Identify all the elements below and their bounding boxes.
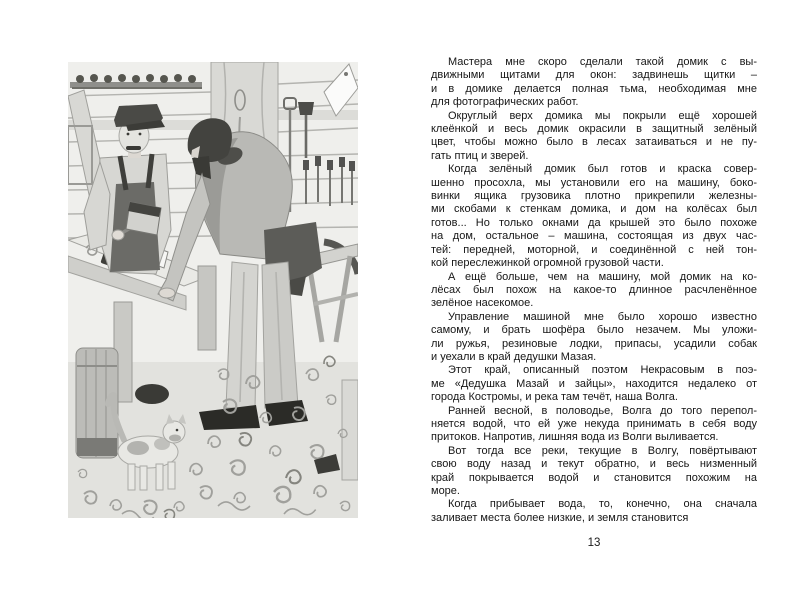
text-line: Вот тогда все реки, текущие в Волгу, повёртывают xyxy=(448,444,757,457)
text-line: няется водой, что ей уже некуда принимать в себя воду xyxy=(431,417,757,430)
text-line: цвет, чтобы можно было в лесах затаиваться и не пу- xyxy=(431,136,757,149)
text-line: заливает места более низкие, и земля становится xyxy=(431,511,689,524)
text-line: гать птиц и зверей. xyxy=(431,149,529,162)
text-line: на дом, остальное – машина, состоящая из двух час- xyxy=(431,230,757,243)
text-line: ми скобами к стенкам домика, и дом на колёсах был xyxy=(431,203,757,216)
text-line: море. xyxy=(431,485,460,497)
paragraph xyxy=(431,163,757,270)
workshop-scene-drawing xyxy=(68,62,358,518)
paragraph xyxy=(431,364,757,404)
mustache xyxy=(126,146,141,150)
text-line: Когда прибывает вода, то, конечно, она сначала xyxy=(448,498,757,511)
paragraph xyxy=(431,445,757,499)
text-line: готов... Но только окнами да крышей это было похоже xyxy=(431,216,757,229)
text-line: для фотографических работ. xyxy=(431,96,579,109)
page-number: 13 xyxy=(587,537,601,549)
text-line: Управление машиной мне было хорошо известно xyxy=(448,310,757,323)
text-line: кой переслежинкой огромной грузовой части. xyxy=(431,257,664,270)
text-line: Округлый верх домика мы покрыли ещё хорошей xyxy=(448,109,757,122)
paragraph xyxy=(431,110,757,164)
workshop-illustration xyxy=(68,62,358,518)
text-line: Этот край, описанный поэтом Некрасовым в поэ- xyxy=(448,364,757,377)
hand xyxy=(112,230,124,240)
text-line: Мастера мне скоро сделали такой домик с вы- xyxy=(448,56,757,68)
text-line: винки ящика грузовика плотно прикрепили железны- xyxy=(431,190,757,203)
text-column xyxy=(431,56,757,525)
text-line: тей: передней, моторной, и соединённой с ней тон- xyxy=(431,243,757,256)
text-line: города Костромы, и река там течёт, наша Волга. xyxy=(431,391,678,404)
text-line: Ранней весной, в половодье, Волга до того перепол- xyxy=(448,404,757,417)
text-line: шенно просохла, мы установили его на машину, боко- xyxy=(431,176,757,189)
paragraph xyxy=(431,498,757,525)
paragraph xyxy=(431,311,757,365)
text-line: Когда зелёный домик был готов и краска совер- xyxy=(448,163,757,176)
text-line: А ещё больше, чем на машину, мой домик на ко- xyxy=(448,270,757,283)
dark-object-under-bench xyxy=(135,384,169,404)
paragraph xyxy=(431,56,757,110)
text-line: лёсах был похож на какое-то длинное расчленённое xyxy=(431,283,757,296)
text-line: и уехали в край дедушки Мазая. xyxy=(431,350,597,363)
text-line: самому, и брать шофёра было незачем. Мы уложи- xyxy=(431,324,757,337)
text-line: свою воду назад и текут обратно, и весь низменный xyxy=(431,458,757,471)
text-line: зелёное насекомое. xyxy=(431,297,534,310)
text-line: притоков. Напротив, лишняя вода из Волги выливается. xyxy=(431,431,719,444)
text-line: ме «Дедушка Мазай и зайцы», находится недалеко от xyxy=(431,377,757,390)
hand-on-bench xyxy=(159,288,175,298)
text-line: клеёнкой и весь домик окрасили в защитный зелёный xyxy=(431,123,757,136)
text-line: край покрывается водой и становится похожим на xyxy=(431,471,757,484)
paragraph xyxy=(431,405,757,445)
text-line: движными щитами для окон: задвинешь щитки – xyxy=(431,69,757,82)
text-line: ли ружья, резиновые лодки, припасы, усадили собак xyxy=(431,337,757,350)
text-line: и в домике делается полная тьма, необходимая мне xyxy=(431,82,757,95)
paragraph xyxy=(431,271,757,311)
